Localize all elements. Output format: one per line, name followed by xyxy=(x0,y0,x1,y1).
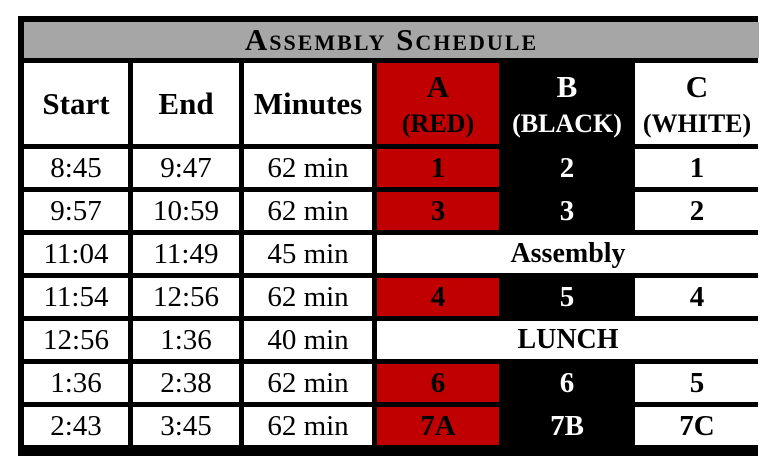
row-2-group-c: 2 xyxy=(635,192,759,230)
header-end: End xyxy=(133,63,239,144)
row-7-end: 3:45 xyxy=(133,407,239,445)
row-3-minutes: 45 min xyxy=(244,235,372,273)
row-6-end: 2:38 xyxy=(133,364,239,402)
row-1-group-c: 1 xyxy=(635,149,759,187)
row-4-end: 12:56 xyxy=(133,278,239,316)
row-5-minutes: 40 min xyxy=(244,321,372,359)
row-6-minutes: 62 min xyxy=(244,364,372,402)
header-group-a xyxy=(377,63,499,144)
row-4-group-c: 4 xyxy=(635,278,759,316)
header-group-c-letter: C xyxy=(685,68,709,104)
row-1-start: 8:45 xyxy=(24,149,128,187)
row-1-end: 9:47 xyxy=(133,149,239,187)
header-group-c-color: (WHITE) xyxy=(642,108,752,138)
row-6-group-b: 6 xyxy=(504,364,630,402)
row-5-lunch-span: LUNCH xyxy=(377,321,759,359)
row-4-group-a: 4 xyxy=(377,278,499,316)
row-2-end: 10:59 xyxy=(133,192,239,230)
row-3-assembly-span: Assembly xyxy=(377,235,759,273)
row-4-start: 11:54 xyxy=(24,278,128,316)
row-7-minutes: 62 min xyxy=(244,407,372,445)
header-group-c xyxy=(635,63,759,144)
schedule-grid xyxy=(24,22,754,452)
row-3-start: 11:04 xyxy=(24,235,128,273)
table-title: Assembly Schedule xyxy=(24,22,759,58)
row-4-minutes: 62 min xyxy=(244,278,372,316)
header-group-a-color: (RED) xyxy=(401,108,475,138)
schedule-table xyxy=(18,16,758,456)
row-3-end: 11:49 xyxy=(133,235,239,273)
row-2-minutes: 62 min xyxy=(244,192,372,230)
row-4-group-b: 5 xyxy=(504,278,630,316)
row-1-group-b: 2 xyxy=(504,149,630,187)
row-6-group-c: 5 xyxy=(635,364,759,402)
row-2-group-b: 3 xyxy=(504,192,630,230)
header-group-a-letter: A xyxy=(426,68,450,104)
header-group-b xyxy=(504,63,630,144)
row-5-end: 1:36 xyxy=(133,321,239,359)
row-1-minutes: 62 min xyxy=(244,149,372,187)
row-1-group-a: 1 xyxy=(377,149,499,187)
row-2-start: 9:57 xyxy=(24,192,128,230)
row-7-start: 2:43 xyxy=(24,407,128,445)
row-7-group-a: 7A xyxy=(377,407,499,445)
header-group-b-letter: B xyxy=(556,68,578,104)
header-group-b-color: (BLACK) xyxy=(512,108,622,138)
row-7-group-b: 7B xyxy=(504,407,630,445)
row-6-group-a: 6 xyxy=(377,364,499,402)
row-6-start: 1:36 xyxy=(24,364,128,402)
row-7-group-c: 7C xyxy=(635,407,759,445)
row-5-start: 12:56 xyxy=(24,321,128,359)
header-minutes: Minutes xyxy=(244,63,372,144)
header-start: Start xyxy=(24,63,128,144)
row-2-group-a: 3 xyxy=(377,192,499,230)
